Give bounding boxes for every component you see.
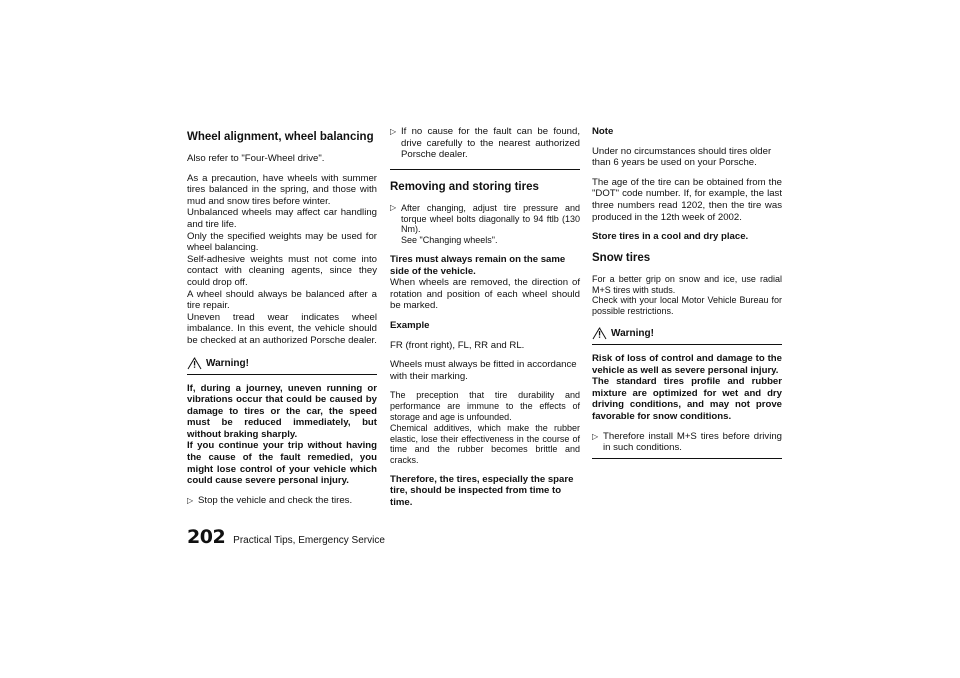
balancing-line: Uneven tread wear indicates wheel imbalance. In this event, the vehicle should be checked at an authorized Porsche dealer.: [187, 311, 377, 346]
bullet-reference: See "Changing wheels".: [401, 235, 498, 246]
dot-code-paragraph: The age of the tire can be obtained from the "DOT" code number. If, for example, the last three numbers read 1202, then the tire was produced in the 12th week of 2002.: [592, 176, 782, 223]
section-end-rule: [592, 458, 782, 459]
triangle-right-icon: ▷: [390, 127, 397, 136]
heading-snow-tires: Snow tires: [592, 251, 651, 264]
durability-paragraph: [390, 390, 580, 466]
column-2: [390, 126, 580, 517]
durability-line: The preception that tire durability and performance are immune to the effects of storage and age is unfounded.: [390, 390, 580, 422]
warning-text: [187, 383, 377, 487]
section-rule: [390, 169, 580, 170]
durability-line: Chemical additives, which make the rubber elastic, lose their effectiveness in the course of time and the rubber becomes brittle and cracks.: [390, 422, 580, 466]
snow-line: Check with your local Motor Vehicle Bureau for possible restrictions.: [592, 295, 782, 317]
balancing-paragraph: [187, 173, 377, 347]
warning-text: [592, 353, 782, 423]
page-footer: [187, 526, 385, 548]
same-side-note: Tires must always remain on the same side of the vehicle.: [390, 253, 566, 277]
inspect-note: Therefore, the tires, especially the spare tire, should be inspected from time to time.: [390, 473, 574, 509]
fitting-note: Wheels must always be fitted in accordance with their marking.: [390, 359, 577, 382]
refer-four-wheel-drive: Also refer to "Four-Wheel drive".: [187, 153, 325, 164]
heading-wheel-alignment: Wheel alignment, wheel balancing: [187, 131, 374, 143]
bullet-stop-vehicle: [187, 495, 377, 507]
heading-removing-storing: Removing and storing tires: [390, 180, 539, 193]
snow-line: For a better grip on snow and ice, use radial M+S tires with studs.: [592, 273, 782, 295]
column-1: [187, 126, 377, 514]
warning-line: Risk of loss of control and damage to the vehicle as well as severe personal injury.: [592, 352, 782, 376]
triangle-right-icon: ▷: [187, 495, 194, 505]
balancing-line: Self-adhesive weights must not come into contact with cleaning agents, since they could drop off.: [187, 253, 377, 288]
bullet-no-cause: [390, 126, 580, 161]
warning-header: [187, 357, 377, 370]
balancing-line: A wheel should always be balanced after a tire repair.: [187, 288, 377, 312]
direction-note: When wheels are removed, the direction of rotation and position of each wheel should be marked.: [390, 277, 580, 312]
note-text: Under no circumstances should tires older than 6 years be used on your Porsche.: [592, 145, 772, 169]
column-3: [592, 126, 782, 467]
warning-line: If you continue your trip without having the cause of the fault remedied, you might lose control of your vehicle which could cause severe personal injury.: [187, 440, 377, 487]
example-text: FR (front right), FL, RR and RL.: [390, 339, 525, 351]
warning-triangle-icon: [187, 357, 202, 370]
balancing-line: Only the specified weights may be used for wheel balancing.: [187, 230, 377, 254]
warning-line: If, during a journey, uneven running or vibrations occur that could be caused by damage to tires or the car, the speed must be reduced immediately, but without braking sharply.: [187, 382, 377, 440]
store-tires-note: Store tires in a cool and dry place.: [592, 231, 749, 243]
balancing-line: As a precaution, have wheels with summer tires balanced in the spring, and those with mud and snow tires before winter.: [187, 172, 377, 207]
note-label: Note: [592, 126, 614, 137]
warning-header: [592, 327, 782, 340]
snow-tires-paragraph: [592, 274, 782, 317]
balancing-line: Unbalanced wheels may affect car handling and tire life.: [187, 207, 377, 230]
page-number: 202: [187, 526, 226, 548]
bullet-install-ms: [592, 431, 782, 454]
bullet-text: If no cause for the fault can be found, drive carefully to the nearest authorized Porsche dealer.: [401, 126, 580, 161]
section-title: Practical Tips, Emergency Service: [233, 535, 385, 546]
triangle-right-icon: ▷: [390, 202, 397, 212]
warning-rule: [187, 374, 377, 375]
bullet-text: After changing, adjust tire pressure and torque wheel bolts diagonally to 94 ftlb (130 Nm).: [401, 202, 580, 235]
bullet-after-changing: [390, 203, 580, 246]
example-label: Example: [390, 319, 430, 331]
warning-label: Warning!: [206, 357, 249, 369]
warning-label: Warning!: [611, 328, 654, 340]
bullet-text: Stop the vehicle and check the tires.: [198, 494, 353, 506]
warning-line: The standard tires profile and rubber mixture are optimized for wet and dry driving conditions, and may not prove favorable for snow conditions.: [592, 376, 782, 422]
warning-triangle-icon: [592, 327, 607, 340]
bullet-text: Therefore install M+S tires before driving in such conditions.: [603, 430, 782, 454]
triangle-right-icon: ▷: [592, 431, 599, 441]
warning-rule: [592, 344, 782, 345]
